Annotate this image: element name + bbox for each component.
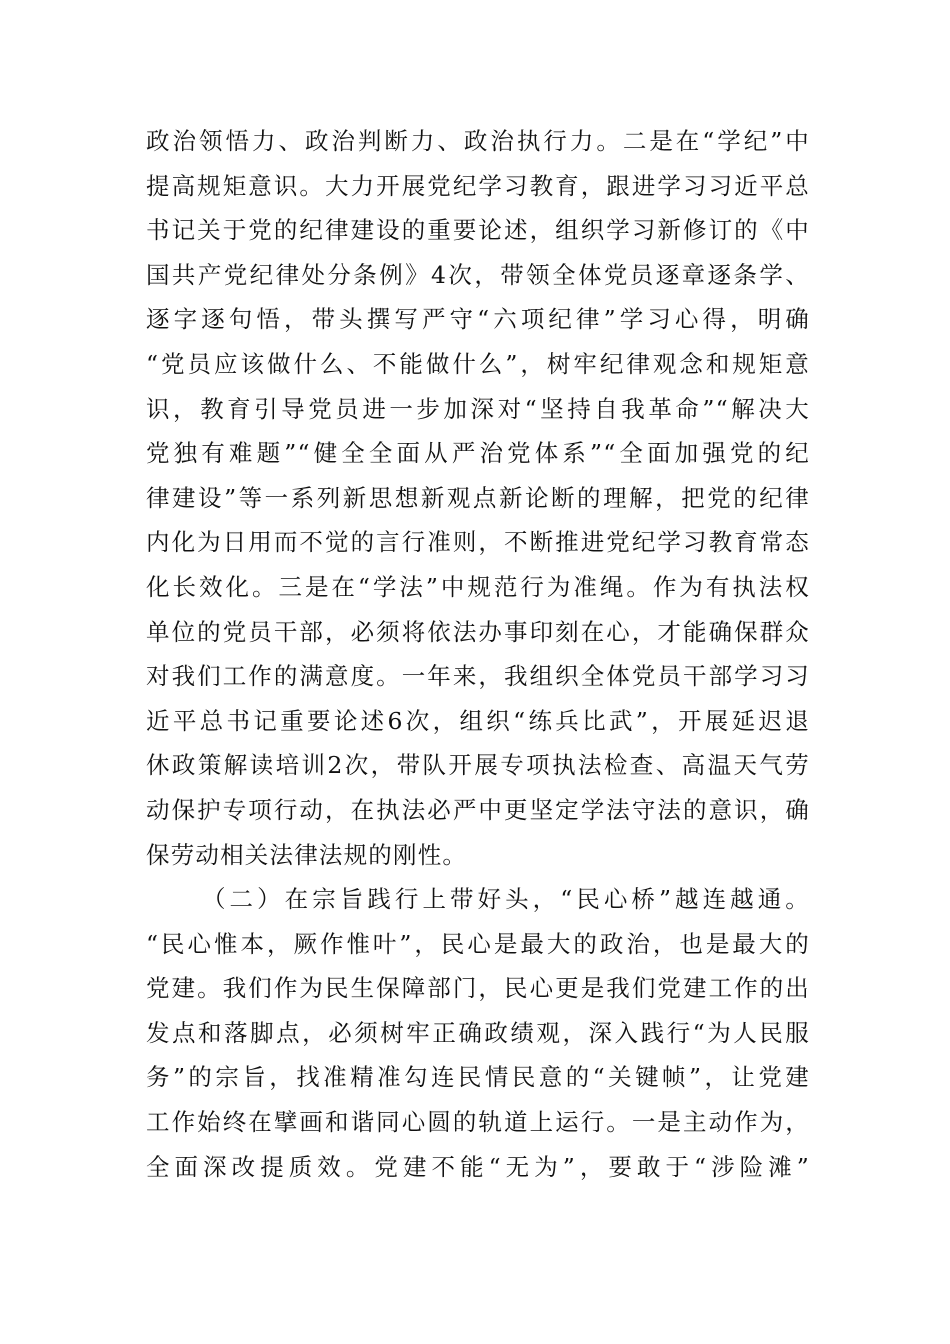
text-line: 党独有难题”“健全全面从严治党体系”“全面加强党的纪 [146,439,810,468]
text-line: 提高规矩意识。大力开展党纪学习教育，跟进学习习近平总 [146,171,810,200]
text-line: 国共产党纪律处分条例》4次，带领全体党员逐章逐条学、 [146,260,810,289]
text-line: 化长效化。三是在“学法”中规范行为准绳。作为有执法权 [146,572,810,601]
text-line: 工作始终在擘画和谐同心圆的轨道上运行。一是主动作为， [146,1108,810,1137]
text-line: 保劳动相关法律法规的刚性。 [146,840,468,869]
text-line: 逐字逐句悟，带头撰写严守“六项纪律”学习心得，明确 [146,305,810,334]
text-line: 识，教育引导党员进一步加深对“坚持自我革命”“解决大 [146,394,810,423]
text-line: 休政策解读培训2次，带队开展专项执法检查、高温天气劳 [146,751,810,780]
text-line: 务”的宗旨，找准精准勾连民情民意的“关键帧”，让党建 [146,1063,810,1092]
text-line: 党建。我们作为民生保障部门，民心更是我们党建工作的出 [146,974,810,1003]
text-line: 律建设”等一系列新思想新观点新论断的理解，把党的纪律 [146,483,810,512]
section-heading: （二）在宗旨践行上带好头，“民心桥”越连越通。 [202,885,810,914]
text-line: “党员应该做什么、不能做什么”，树牢纪律观念和规矩意 [146,349,810,378]
text-line: 全面深改提质效。党建不能“无为”，要敢于“涉险滩” [146,1152,810,1181]
text-line: 政治领悟力、政治判断力、政治执行力。二是在“学纪”中 [146,127,810,155]
text-line: “民心惟本，厥作惟叶”，民心是最大的政治，也是最大的 [146,929,810,958]
text-line: 单位的党员干部，必须将依法办事印刻在心，才能确保群众 [146,617,810,646]
text-line: 对我们工作的满意度。一年来，我组织全体党员干部学习习 [146,662,810,691]
text-line: 书记关于党的纪律建设的重要论述，组织学习新修订的《中 [146,216,810,245]
text-line: 近平总书记重要论述6次，组织“练兵比武”，开展延迟退 [146,706,810,735]
document-body [146,119,810,1189]
text-line: 发点和落脚点，必须树牢正确政绩观，深入践行“为人民服 [146,1018,810,1047]
text-line: 内化为日用而不觉的言行准则，不断推进党纪学习教育常态 [146,528,810,557]
text-line: 动保护专项行动，在执法必严中更坚定学法守法的意识，确 [146,795,810,824]
